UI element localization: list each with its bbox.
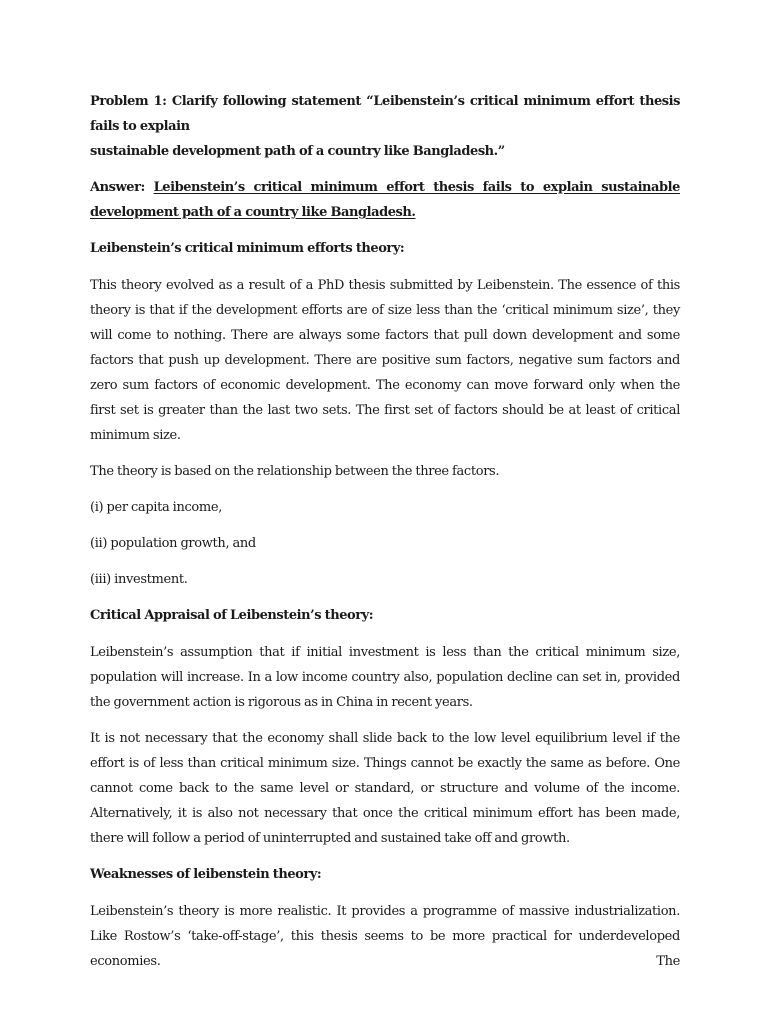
answer-paragraph [90,175,680,225]
paragraph-weaknesses: Leibenstein’s theory is more realistic. It provides a programme of massive industrialization. Like Rostow’s ‘take-off-stage’, this thesis seems to be more practical for underdeveloped economies. The [90,904,680,969]
answer-label: Answer: [90,180,154,195]
paragraph-appraisal-2: It is not necessary that the economy shall slide back to the low level equilibrium level if the effort is of less than critical minimum size. Things cannot be exactly the same as before. One cannot come back to the same level or standard, or structure and volume of the income. Alternatively, it is also not necessary that once the critical minimum effort has been made, there will follow a period of uninterrupted and sustained take off and growth. [90,731,680,846]
problem-line-2: sustainable development path of a country like Bangladesh.” [90,144,505,159]
problem-statement [90,89,680,164]
factor-item-3: (iii) investment. [90,572,188,587]
paragraph-appraisal-1: Leibenstein’s assumption that if initial investment is less than the critical minimum size, population will increase. In a low income country also, population decline can set in, provided the government action is rigorous as in China in recent years. [90,645,680,710]
answer-text: Leibenstein’s critical minimum effort thesis fails to explain sustainable development path of a country like Bangladesh. [90,180,680,220]
factor-item-1: (i) per capita income, [90,500,223,515]
heading-appraisal: Critical Appraisal of Leibenstein’s theory: [90,608,374,623]
document-body [90,89,680,969]
heading-theory: Leibenstein’s critical minimum efforts theory: [90,241,405,256]
factor-item-2: (ii) population growth, and [90,536,256,551]
paragraph-relationship: The theory is based on the relationship between the three factors. [90,464,500,479]
heading-weaknesses: Weaknesses of leibenstein theory: [90,867,322,882]
paragraph-theory: This theory evolved as a result of a PhD thesis submitted by Leibenstein. The essence of this theory is that if the development efforts are of size less than the ‘critical minimum size’, they will come to nothing. There are always some factors that pull down development and some factors that push up development. There are positive sum factors, negative sum factors and zero sum factors of economic development. The economy can move forward only when the first set is greater than the last two sets. The first set of factors should be at least of critical minimum size. [90,278,680,443]
problem-line-1: Problem 1: Clarify following statement “Leibenstein’s critical minimum effort thesis fails to explain [90,94,680,134]
